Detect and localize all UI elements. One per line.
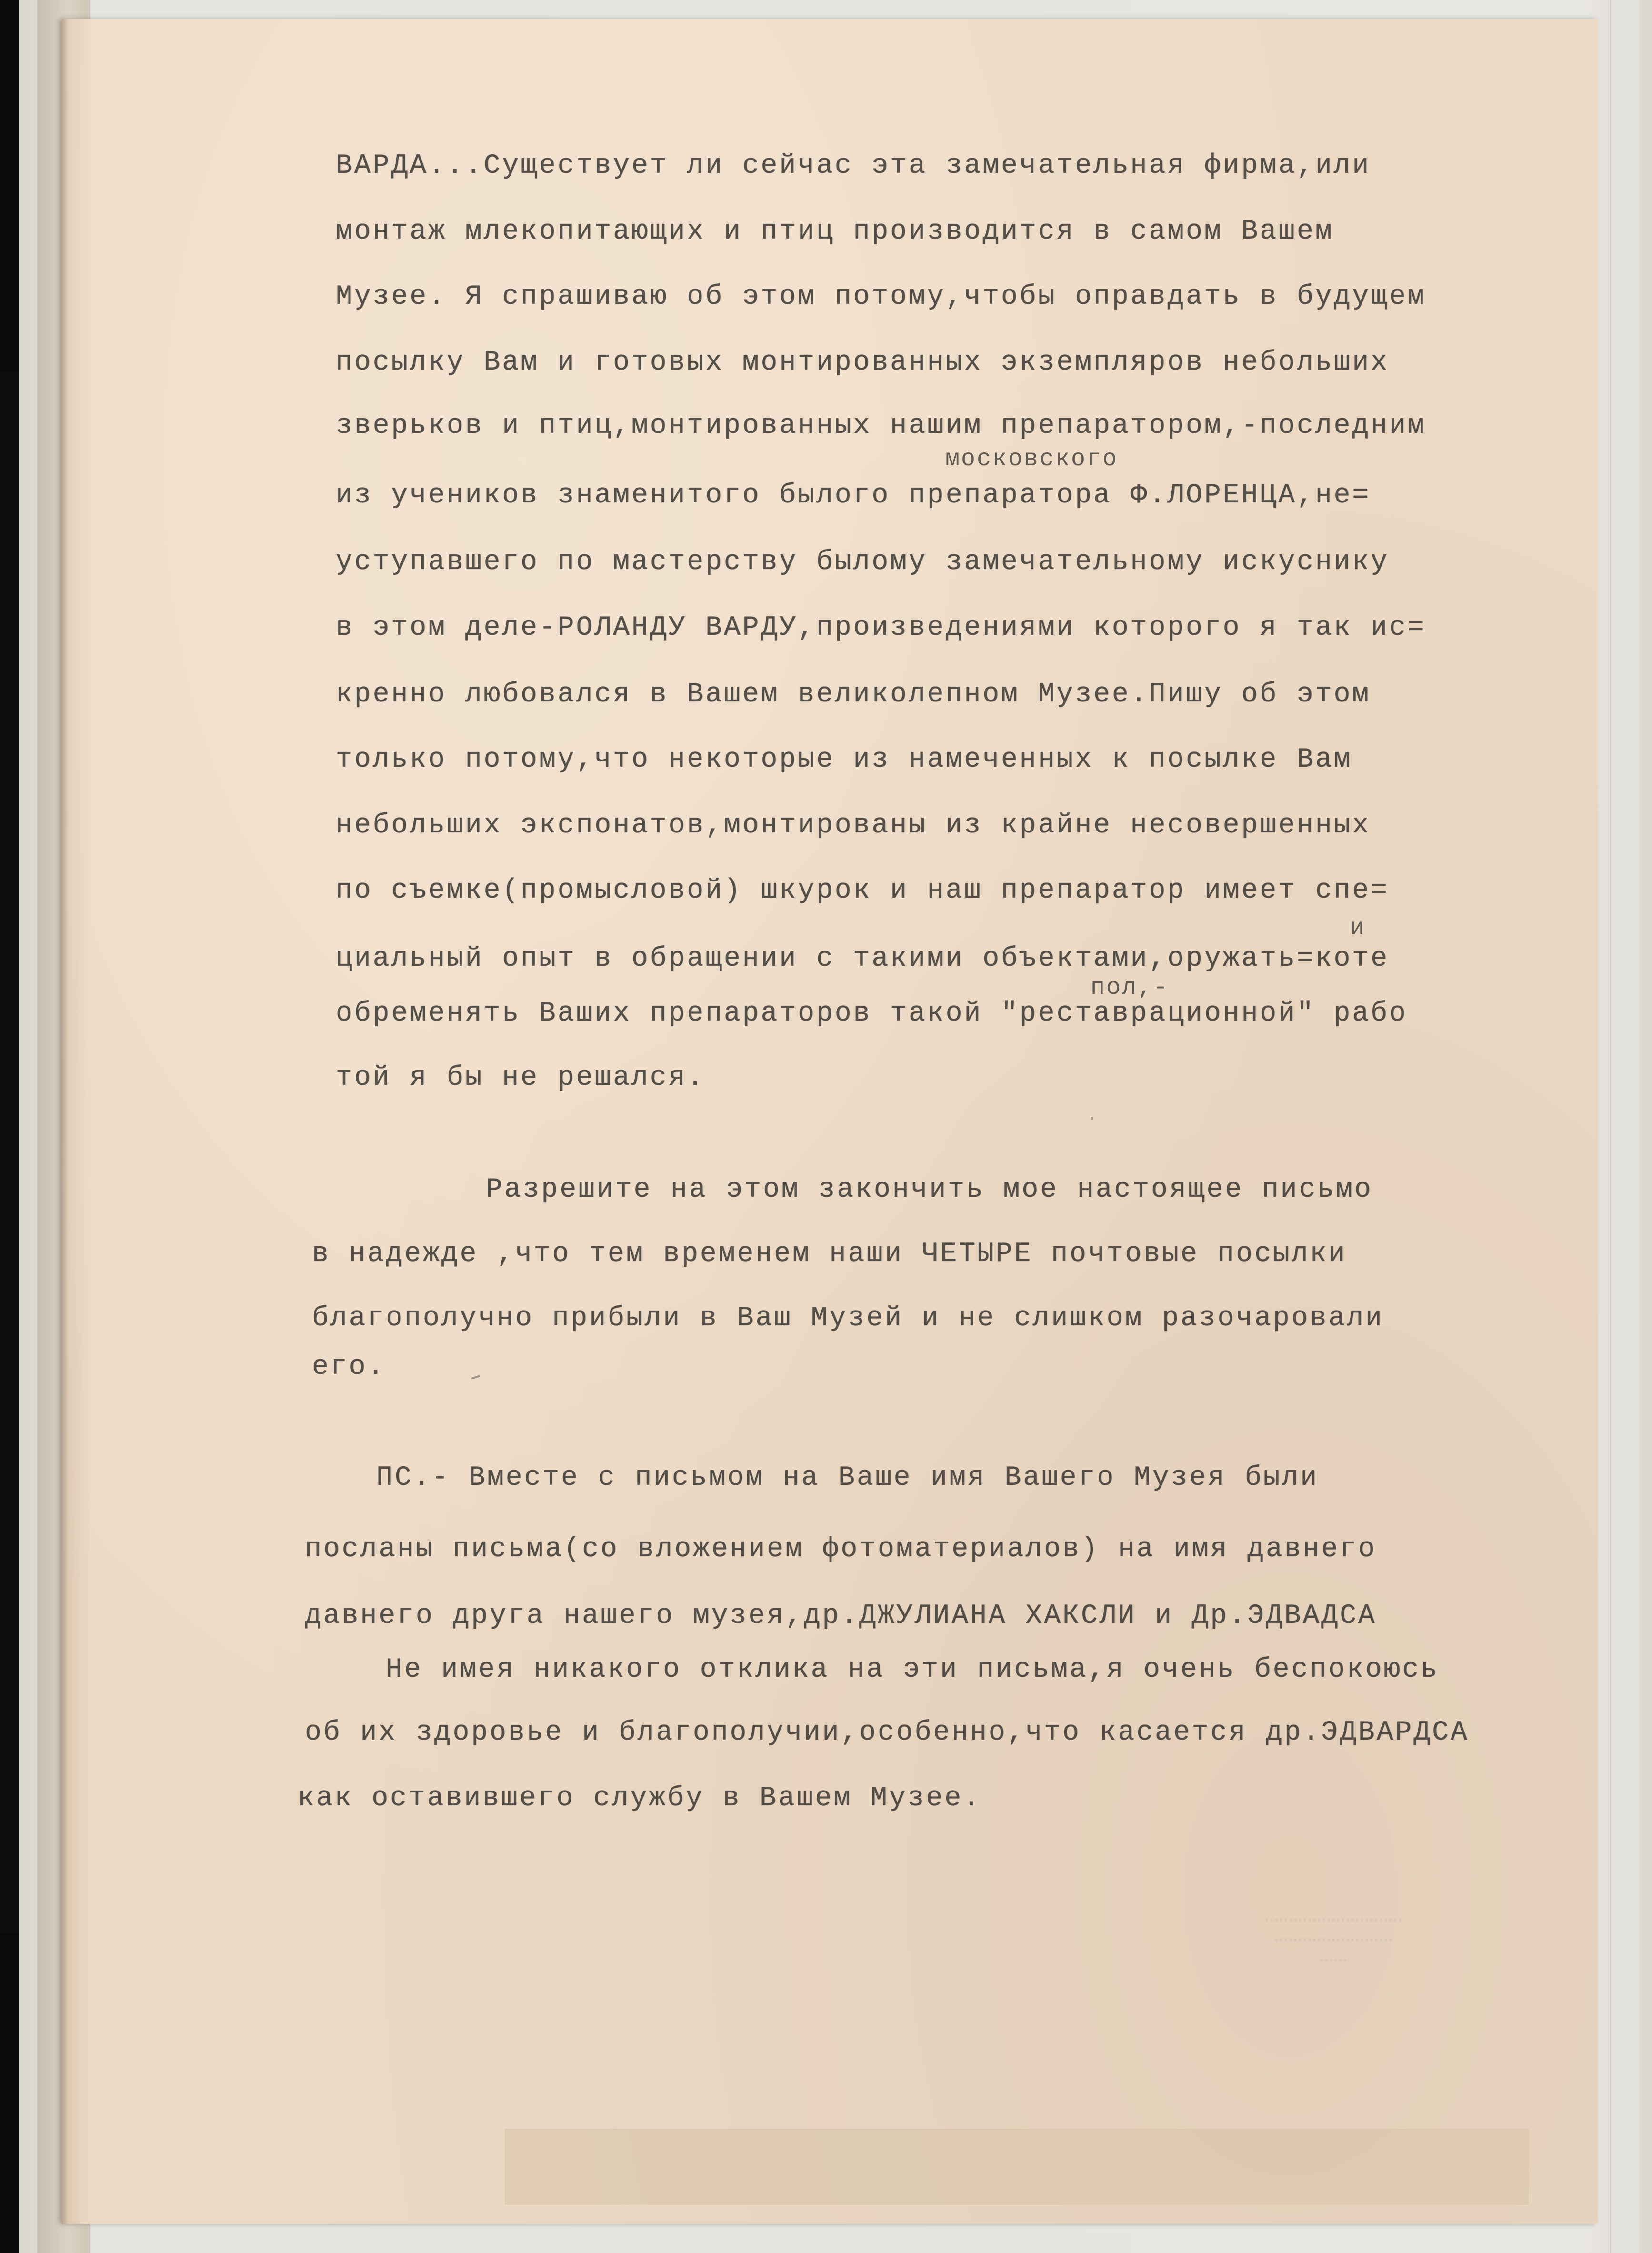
stamp-line: ························· — [1274, 1932, 1393, 1947]
text-line: Разрешите на этом закончить мое настоящее письмо — [486, 1174, 1373, 1205]
text-line: только потому,что некоторые из намеченных к посылке Вам — [336, 744, 1352, 775]
text-line: циальный опыт в обращении с такими объектами,оружать=коте — [336, 943, 1389, 974]
interlinear-insertion: и — [1350, 915, 1366, 942]
text-line: посланы письма(со вложением фотоматериалов) на имя давнего — [305, 1534, 1377, 1565]
text-line: из учеников знаменитого былого препаратора Ф.ЛОРЕНЦА,не= — [336, 480, 1371, 511]
text-line: кренно любовался в Вашем великолепном Музее.Пишу об этом — [336, 679, 1371, 710]
text-line: давнего друга нашего музея,др.ДЖУЛИАНА ХАКСЛИ и Др.ЭДВАДСА — [305, 1601, 1377, 1632]
stamp-line: ······ — [1319, 1952, 1348, 1967]
interlinear-insertion: московского — [945, 446, 1119, 473]
text-line: зверьков и птиц,монтированных нашим препаратором,-последним — [336, 411, 1426, 441]
text-line: благополучно прибыли в Ваш Музей и не слишком разочаровали — [312, 1303, 1384, 1334]
scan-background-bottom — [0, 1933, 19, 2253]
page-fold-shadow — [62, 19, 69, 2224]
text-line: уступавшего по мастерству былому замечательному искуснику — [336, 547, 1389, 578]
text-line: ВАРДА...Существует ли сейчас эта замечательная фирма,или — [336, 150, 1371, 181]
ink-mark — [1091, 1117, 1093, 1120]
text-line: по съемке(промысловой) шкурок и наш препаратор имеет спе= — [336, 875, 1389, 906]
text-line: монтаж млекопитающих и птиц производится в самом Вашем — [336, 216, 1334, 247]
text-line: посылку Вам и готовых монтированных экземпляров небольших — [336, 347, 1389, 378]
text-line: его. — [312, 1352, 386, 1382]
stamp-line: ····························· — [1264, 1912, 1402, 1927]
text-line: Не имея никакого отклика на эти письма,я очень беспокоюсь — [386, 1654, 1439, 1685]
text-line: об их здоровье и благополучии,особенно,что касается др.ЭДВАРДСА — [305, 1717, 1469, 1748]
folder-edge — [1610, 0, 1639, 2253]
archive-stamp — [1219, 1910, 1448, 1976]
interlinear-insertion: пол,- — [1091, 974, 1170, 1001]
text-line: ПС.- Вместе с письмом на Ваше имя Вашего Музея были — [376, 1462, 1319, 1493]
text-line: обременять Ваших препараторов такой "реставрационной" рабо — [336, 998, 1408, 1029]
text-line: той я бы не решался. — [336, 1062, 706, 1093]
text-line: небольших экспонатов,монтированы из крайне несовершенных — [336, 810, 1371, 841]
text-line: Музее. Я спрашиваю об этом потому,чтобы оправдать в будущем — [336, 281, 1426, 312]
text-line: в этом деле-РОЛАНДУ ВАРДУ,произведениями которого я так ис= — [336, 612, 1426, 643]
page-bottom-tape — [505, 2129, 1529, 2205]
text-line: в надежде ,что тем временем наши ЧЕТЫРЕ почтовые посылки — [312, 1239, 1347, 1270]
text-line: как оставившего службу в Вашем Музее. — [298, 1783, 981, 1814]
scan-background-top — [0, 0, 19, 371]
